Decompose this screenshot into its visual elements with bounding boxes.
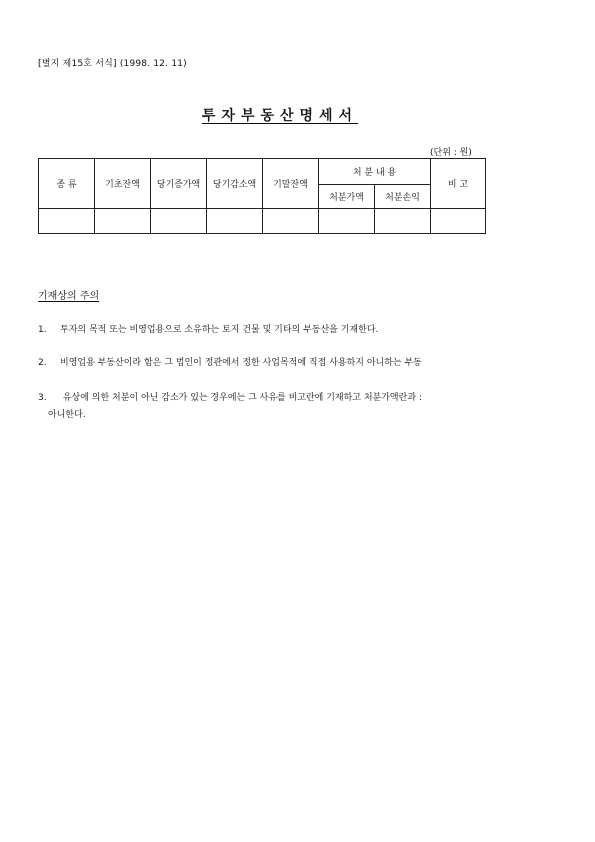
header-disposal-gain-loss: 처분손익 [375,185,431,209]
property-ledger-table [38,158,486,234]
header-increase: 당기증가액 [151,159,207,209]
note-item [38,322,378,335]
note-item [38,390,422,403]
cell-increase[interactable] [151,209,207,234]
page-title [0,105,560,125]
note-continuation: 아니한다. [48,410,86,420]
cell-disposal-gain-loss[interactable] [375,209,431,234]
header-disposal-details: 처 분 내 용 [319,159,431,185]
note-number: 1. [38,325,47,335]
header-type: 종 류 [39,159,95,209]
header-remarks: 비 고 [431,159,486,209]
notes-heading: 기재상의 주의 [38,291,100,302]
header-decrease: 당기감소액 [207,159,263,209]
table-header-row [39,159,486,185]
cell-disposal-amount[interactable] [319,209,375,234]
note-text: 투자의 목적 또는 비영업용으로 소유하는 토지 건물 및 기타의 부동산을 기재한다. [60,325,379,335]
cell-decrease[interactable] [207,209,263,234]
cell-type[interactable] [39,209,95,234]
form-reference: [별지 제15호 서식] (1998. 12. 11) [38,59,187,69]
unit-label: (단위 : 원) [430,148,472,158]
note-text: 비영업용 부동산이라 함은 그 법인이 정관에서 정한 사업목적에 직접 사용하지 아니하는 부동 [60,358,422,368]
table-row [39,209,486,234]
header-opening-balance: 기초잔액 [95,159,151,209]
note-text: 유상에 의한 처분이 아닌 감소가 있는 경우에는 그 사유를 비고란에 기재하고 처분가액란과 : [60,393,422,403]
title-text: 투자부동산명세서 [201,108,359,124]
cell-opening-balance[interactable] [95,209,151,234]
cell-remarks[interactable] [431,209,486,234]
note-number: 3. [38,393,47,403]
note-number: 2. [38,358,47,368]
cell-closing-balance[interactable] [263,209,319,234]
header-closing-balance: 기말잔액 [263,159,319,209]
header-disposal-amount: 처분가액 [319,185,375,209]
note-item [38,355,422,368]
